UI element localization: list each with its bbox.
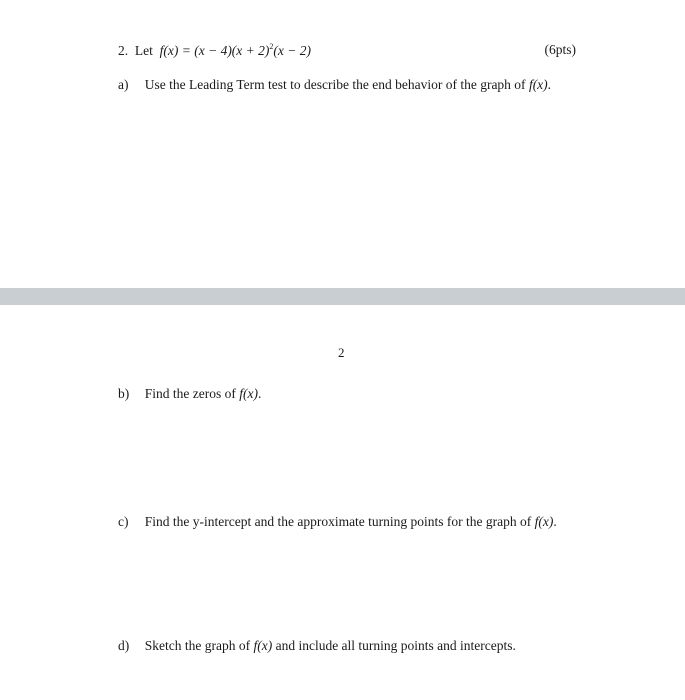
part-c-func: f(x) bbox=[534, 514, 554, 529]
page-one bbox=[0, 0, 685, 288]
function-expression: f(x) = (x − 4)(x + 2) bbox=[159, 43, 270, 58]
part-d bbox=[118, 638, 516, 654]
part-c-label: c) bbox=[118, 514, 129, 529]
part-d-text: Sketch the graph of bbox=[144, 638, 251, 653]
let-word: Let bbox=[134, 43, 153, 58]
function-exponent: 2 bbox=[269, 42, 274, 51]
page-number: 2 bbox=[338, 345, 345, 360]
part-a-suffix: . bbox=[547, 77, 552, 92]
part-a-text: Use the Leading Term test to describe the end behavior of the graph of bbox=[144, 77, 526, 92]
problem-number: 2. bbox=[118, 43, 129, 58]
part-d-suffix: and include all turning points and intercepts. bbox=[275, 638, 516, 653]
part-b-text: Find the zeros of bbox=[144, 386, 236, 401]
part-b-label: b) bbox=[118, 386, 130, 401]
part-b-func: f(x) bbox=[239, 386, 258, 401]
part-b bbox=[118, 386, 261, 402]
part-a-label: a) bbox=[118, 77, 129, 92]
part-a-func: f(x) bbox=[528, 77, 548, 92]
part-c-suffix: . bbox=[553, 514, 557, 529]
part-d-label: d) bbox=[118, 638, 130, 653]
part-c bbox=[118, 514, 557, 530]
part-a bbox=[118, 77, 551, 93]
problem-heading bbox=[118, 43, 311, 59]
page-separator bbox=[0, 288, 685, 305]
part-d-func: f(x) bbox=[253, 638, 273, 653]
part-b-suffix: . bbox=[257, 386, 262, 401]
points-value: (6pts) bbox=[544, 42, 576, 57]
function-tail: (x − 2) bbox=[273, 43, 311, 58]
part-c-text: Find the y-intercept and the approximate turning points for the graph of bbox=[144, 514, 532, 529]
